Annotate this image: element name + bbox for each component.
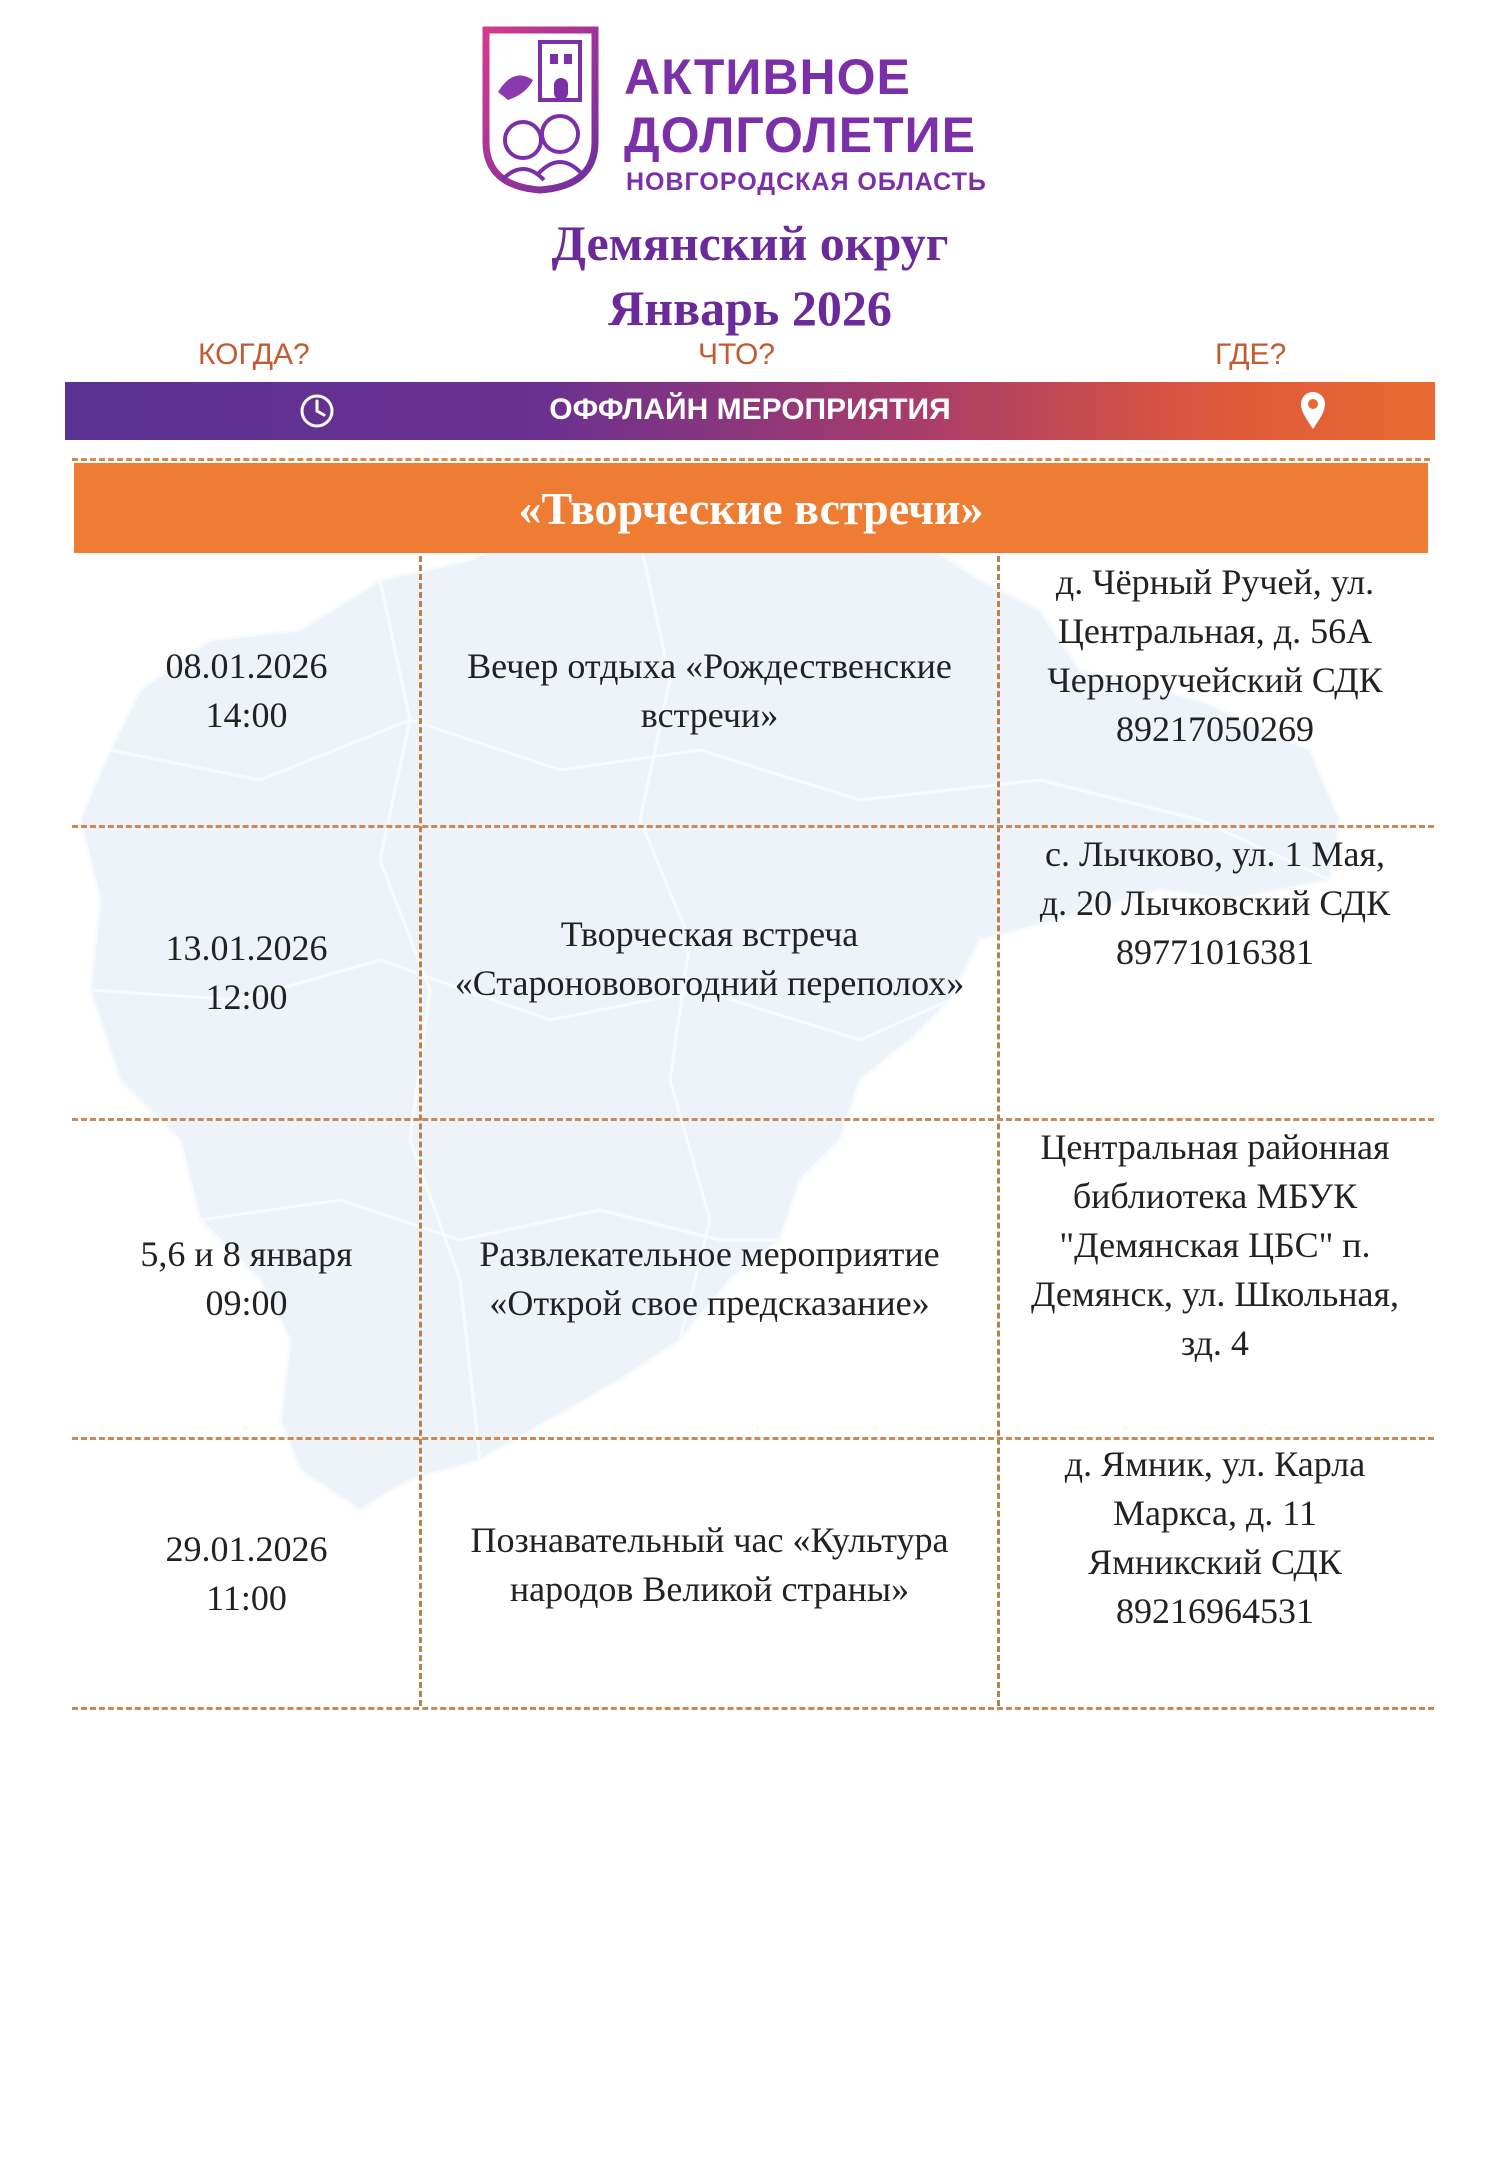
event-location-line: зд. 4: [1181, 1323, 1249, 1363]
event-name: [422, 1440, 997, 1690]
row-divider: [72, 1707, 1434, 1710]
banner-label: ОФФЛАЙН МЕРОПРИЯТИЯ: [549, 393, 951, 426]
event-phone: 89217050269: [1116, 709, 1314, 749]
event-name-line: «Открой свое предсказание»: [489, 1283, 930, 1323]
event-date-time: [74, 1121, 419, 1437]
event-location-line: Ямникский СДК: [1088, 1542, 1342, 1582]
logo-subtitle: НОВГОРОДСКАЯ ОБЛАСТЬ: [626, 168, 987, 196]
event-location-line: Демянск, ул. Школьная,: [1030, 1274, 1400, 1314]
event-location-line: Центральная районная: [1040, 1127, 1390, 1167]
event-name-line: Вечер отдыха «Рождественские: [467, 645, 952, 686]
event-time: 11:00: [206, 1577, 287, 1618]
logo-title-line2: ДОЛГОЛЕТИЕ: [624, 107, 976, 163]
event-time: 12:00: [205, 977, 288, 1017]
event-date: 5,6 и 8 января: [140, 1234, 353, 1274]
event-date: 08.01.2026: [165, 645, 328, 686]
section-header: [74, 463, 1428, 553]
event-date-time: [74, 828, 419, 1118]
event-name: [422, 828, 997, 1090]
section-title: «Творческие встречи»: [518, 483, 984, 534]
event-location-line: библиотека МБУК: [1072, 1176, 1358, 1216]
offline-events-banner: [65, 382, 1435, 440]
event-location: [1000, 558, 1430, 825]
page-title-district: Демянский округ: [551, 215, 949, 271]
event-date-time: [74, 1440, 419, 1707]
section-top-divider: [72, 458, 1430, 461]
event-location: [1000, 830, 1430, 1118]
event-location-line: "Демянская ЦБС" п.: [1059, 1225, 1371, 1265]
event-name-line: Познавательный час «Культура: [470, 1520, 949, 1560]
event-name-line: Творческая встреча: [560, 914, 859, 954]
location-pin-icon: [1299, 391, 1327, 431]
column-heading-what: ЧТО?: [698, 338, 775, 371]
event-name-line: встречи»: [640, 694, 779, 735]
event-location-line: д. 20 Лычковский СДК: [1039, 883, 1391, 923]
logo-title-line1: АКТИВНОЕ: [624, 49, 911, 105]
event-location-line: д. Ямник, ул. Карла: [1064, 1444, 1366, 1484]
event-location-line: д. Чёрный Ручей, ул.: [1055, 562, 1375, 602]
column-heading-when: КОГДА?: [198, 338, 310, 371]
event-location-line: Черноручейский СДК: [1047, 660, 1383, 700]
event-name: [422, 1121, 997, 1437]
event-location: [1000, 1440, 1430, 1707]
event-location: [1000, 1123, 1430, 1437]
event-location-line: Центральная, д. 56А: [1057, 611, 1373, 651]
logo-active-longevity: [478, 22, 1038, 202]
event-time: 14:00: [205, 694, 288, 735]
column-heading-where: ГДЕ?: [1215, 338, 1287, 371]
event-name-line: народов Великой страны»: [509, 1569, 910, 1609]
event-date-time: [74, 556, 419, 825]
logo-emblem-icon: [478, 22, 603, 194]
event-location-line: с. Лычково, ул. 1 Мая,: [1044, 834, 1386, 874]
event-date: 29.01.2026: [165, 1528, 328, 1569]
page-title-month: Январь 2026: [608, 280, 892, 336]
event-name-line: Развлекательное мероприятие: [479, 1234, 940, 1274]
event-date: 13.01.2026: [165, 928, 328, 968]
event-phone: 89216964531: [1116, 1591, 1314, 1631]
event-time: 09:00: [205, 1283, 288, 1323]
event-location-line: Маркса, д. 11: [1113, 1493, 1317, 1533]
event-name: [422, 556, 997, 825]
event-phone: 89771016381: [1116, 932, 1314, 972]
event-name-line: «Старонововогодний переполох»: [454, 963, 965, 1003]
